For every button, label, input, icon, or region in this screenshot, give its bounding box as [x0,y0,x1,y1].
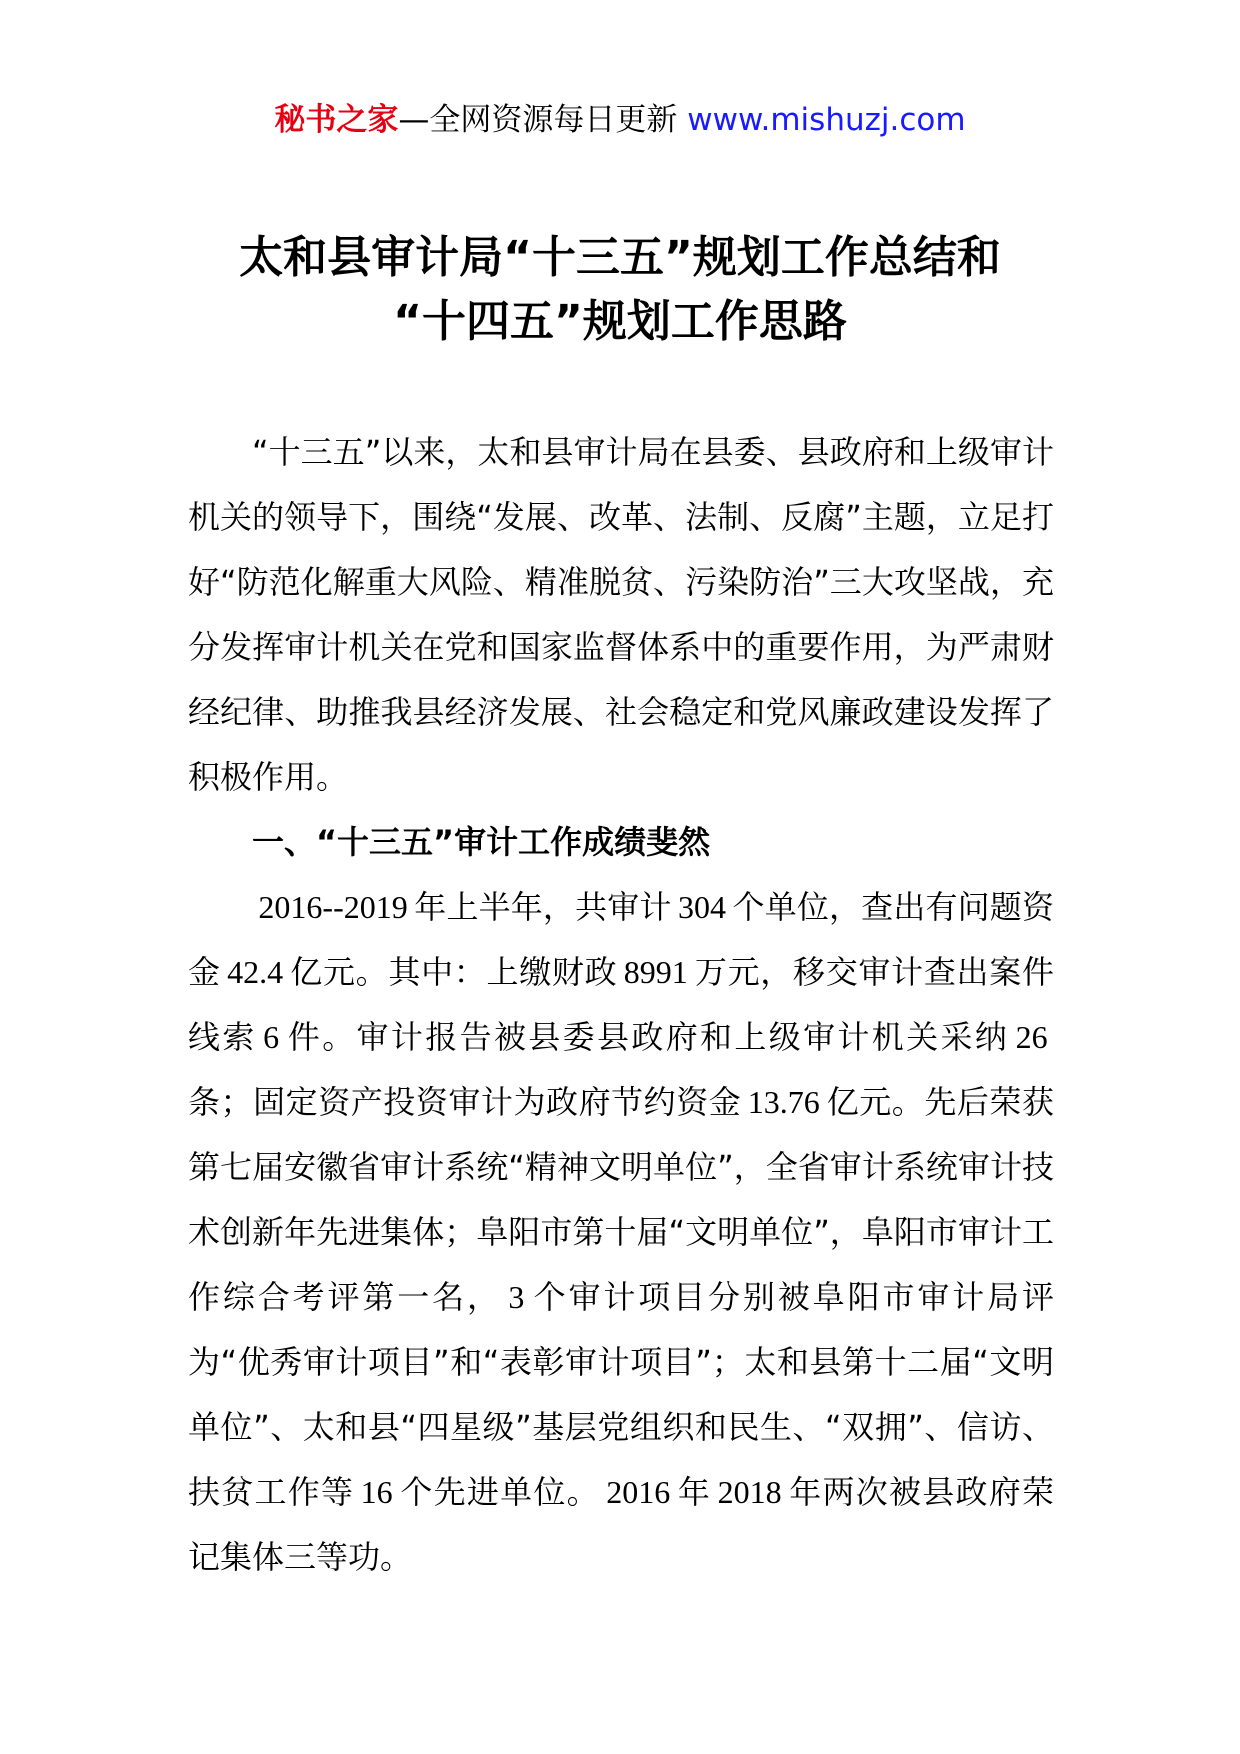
site-url-link[interactable]: www.mishuzj.com [687,102,966,138]
brand-name: 秘书之家 [274,102,399,138]
title-line-2: “十四五”规划工作思路 [393,296,847,347]
intro-paragraph: “十三五”以来，太和县审计局在县委、县政府和上级审计机关的领导下，围绕“发展、改革、法制、反腐”主题，立足打好“防范化解重大风险、精准脱贫、污染防治”三大攻坚战，充分发挥审计机关在党和国家监督体系中的重要作用，为严肃财经纪律、助推我县经济发展、社会稳定和党风廉政建设发挥了积极作用。 [188,433,1054,796]
site-header [0,100,1240,140]
title-line-1: 太和县审计局“十三五”规划工作总结和 [239,232,1001,283]
section-1-paragraph: 2016--2019 年上半年，共审计 304 个单位，查出有问题资金 42.4 亿元。其中：上缴财政 8991 万元，移交审计查出案件线索 6 件。审计报告被县委县政府和上级审计机关采纳 26 条；固定资产投资审计为政府节约资金 13.76 亿元。先后荣获第七届安徽省审计系统“精神文明单位”，全省审计系统审计技术创新年先进集体；阜阳市第十届“文明单位”，阜阳市审计工作综合考评第一名， 3 个审计项目分别被阜阳市审计局评为“优秀审计项目”和“表彰审计项目”；太和县第十二届“文明单位”、太和县“四星级”基层党组织和民生、“双拥”、信访、扶贫工作等 16 个先进单位。 2016 年 2018 年两次被县政府荣记集体三等功。 [188,888,1054,1576]
section-heading-1: 一、“十三五”审计工作成绩斐然 [252,823,711,861]
document-body [188,420,1054,1590]
header-tagline: —全网资源每日更新 [398,102,688,138]
document-title [0,226,1240,354]
